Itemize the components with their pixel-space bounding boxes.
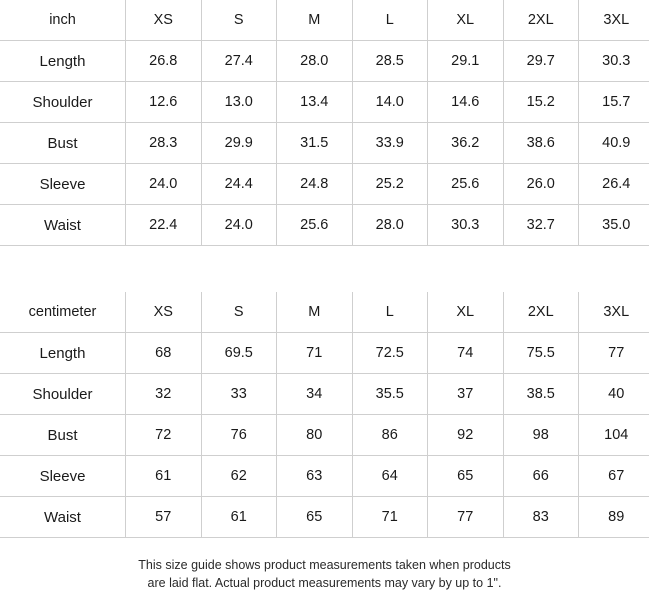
cell-bust-xl: 36.2 (428, 123, 504, 164)
cell-waist-l: 28.0 (352, 205, 428, 246)
cell-shoulder-l: 14.0 (352, 82, 428, 123)
size-header-s: S (201, 0, 277, 41)
measure-label-waist: Waist (0, 205, 126, 246)
cell-waist-s: 61 (201, 497, 277, 538)
cell-waist-xl: 30.3 (428, 205, 504, 246)
cell-length-m: 28.0 (277, 41, 353, 82)
size-header-xl: XL (428, 0, 504, 41)
cell-shoulder-xl: 14.6 (428, 82, 504, 123)
measure-label-length: Length (0, 333, 126, 374)
size-table-inch (0, 0, 649, 246)
cell-sleeve-m: 24.8 (277, 164, 353, 205)
table-separator (0, 246, 649, 292)
size-header-m: M (277, 292, 353, 333)
cell-length-xl: 74 (428, 333, 504, 374)
size-header-l: L (352, 292, 428, 333)
cell-length-s: 69.5 (201, 333, 277, 374)
cell-sleeve-s: 24.4 (201, 164, 277, 205)
cell-waist-xs: 57 (126, 497, 202, 538)
cell-length-m: 71 (277, 333, 353, 374)
measure-label-sleeve: Sleeve (0, 456, 126, 497)
cell-sleeve-s: 62 (201, 456, 277, 497)
size-header-l: L (352, 0, 428, 41)
size-table-centimeter (0, 292, 649, 538)
cell-bust-l: 86 (352, 415, 428, 456)
cell-shoulder-2xl: 15.2 (503, 82, 579, 123)
cell-sleeve-m: 63 (277, 456, 353, 497)
cell-sleeve-xl: 25.6 (428, 164, 504, 205)
table-row (0, 41, 649, 82)
cell-sleeve-2xl: 26.0 (503, 164, 579, 205)
cell-sleeve-l: 25.2 (352, 164, 428, 205)
measure-label-sleeve: Sleeve (0, 164, 126, 205)
size-header-xl: XL (428, 292, 504, 333)
disclaimer-line-1: This size guide shows product measurements taken when products (60, 556, 589, 574)
cell-shoulder-l: 35.5 (352, 374, 428, 415)
cell-waist-3xl: 35.0 (579, 205, 649, 246)
cell-waist-2xl: 32.7 (503, 205, 579, 246)
cell-waist-xs: 22.4 (126, 205, 202, 246)
cell-sleeve-3xl: 67 (579, 456, 649, 497)
cell-waist-m: 65 (277, 497, 353, 538)
cell-sleeve-xl: 65 (428, 456, 504, 497)
cell-bust-m: 31.5 (277, 123, 353, 164)
cell-bust-3xl: 104 (579, 415, 649, 456)
cell-shoulder-xs: 12.6 (126, 82, 202, 123)
table-row (0, 456, 649, 497)
cell-length-3xl: 30.3 (579, 41, 649, 82)
table-header-row (0, 0, 649, 41)
cell-bust-2xl: 38.6 (503, 123, 579, 164)
cell-length-l: 28.5 (352, 41, 428, 82)
table-header-row (0, 292, 649, 333)
table-row (0, 415, 649, 456)
cell-sleeve-l: 64 (352, 456, 428, 497)
cell-length-3xl: 77 (579, 333, 649, 374)
unit-label-inch: inch (0, 0, 126, 41)
cell-bust-2xl: 98 (503, 415, 579, 456)
unit-label-centimeter: centimeter (0, 292, 126, 333)
cell-bust-xs: 28.3 (126, 123, 202, 164)
cell-sleeve-xs: 24.0 (126, 164, 202, 205)
measure-label-shoulder: Shoulder (0, 374, 126, 415)
measure-label-waist: Waist (0, 497, 126, 538)
size-header-3xl: 3XL (579, 292, 649, 333)
cell-shoulder-3xl: 40 (579, 374, 649, 415)
cell-waist-3xl: 89 (579, 497, 649, 538)
table-row (0, 164, 649, 205)
cell-shoulder-s: 33 (201, 374, 277, 415)
cell-length-xs: 68 (126, 333, 202, 374)
cell-shoulder-xl: 37 (428, 374, 504, 415)
cell-bust-xs: 72 (126, 415, 202, 456)
table-row (0, 123, 649, 164)
measure-label-bust: Bust (0, 123, 126, 164)
cell-bust-l: 33.9 (352, 123, 428, 164)
size-header-m: M (277, 0, 353, 41)
cell-waist-l: 71 (352, 497, 428, 538)
size-header-3xl: 3XL (579, 0, 649, 41)
size-header-2xl: 2XL (503, 0, 579, 41)
table-row (0, 497, 649, 538)
size-header-xs: XS (126, 292, 202, 333)
cell-waist-2xl: 83 (503, 497, 579, 538)
cell-bust-xl: 92 (428, 415, 504, 456)
cell-length-2xl: 29.7 (503, 41, 579, 82)
size-header-2xl: 2XL (503, 292, 579, 333)
cell-length-xl: 29.1 (428, 41, 504, 82)
cell-sleeve-3xl: 26.4 (579, 164, 649, 205)
size-guide-disclaimer (0, 538, 649, 592)
disclaimer-line-2: are laid flat. Actual product measurements may vary by up to 1". (60, 574, 589, 592)
measure-label-shoulder: Shoulder (0, 82, 126, 123)
size-header-s: S (201, 292, 277, 333)
size-header-xs: XS (126, 0, 202, 41)
cell-bust-3xl: 40.9 (579, 123, 649, 164)
cell-sleeve-2xl: 66 (503, 456, 579, 497)
cell-shoulder-2xl: 38.5 (503, 374, 579, 415)
cell-length-xs: 26.8 (126, 41, 202, 82)
cell-shoulder-s: 13.0 (201, 82, 277, 123)
cell-bust-m: 80 (277, 415, 353, 456)
cell-waist-m: 25.6 (277, 205, 353, 246)
cell-length-s: 27.4 (201, 41, 277, 82)
cell-length-l: 72.5 (352, 333, 428, 374)
cell-shoulder-m: 34 (277, 374, 353, 415)
cell-sleeve-xs: 61 (126, 456, 202, 497)
table-row (0, 205, 649, 246)
cell-bust-s: 29.9 (201, 123, 277, 164)
cell-shoulder-xs: 32 (126, 374, 202, 415)
measure-label-bust: Bust (0, 415, 126, 456)
cell-waist-xl: 77 (428, 497, 504, 538)
table-row (0, 82, 649, 123)
cell-length-2xl: 75.5 (503, 333, 579, 374)
table-row (0, 374, 649, 415)
table-row (0, 333, 649, 374)
cell-bust-s: 76 (201, 415, 277, 456)
measure-label-length: Length (0, 41, 126, 82)
cell-shoulder-3xl: 15.7 (579, 82, 649, 123)
cell-waist-s: 24.0 (201, 205, 277, 246)
cell-shoulder-m: 13.4 (277, 82, 353, 123)
